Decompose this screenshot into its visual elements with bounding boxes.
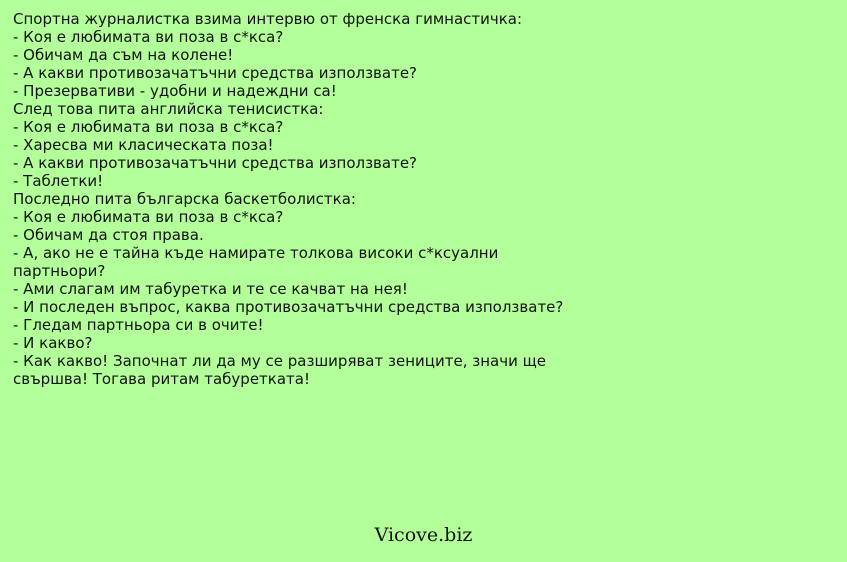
joke-line: - Таблетки!	[13, 172, 104, 190]
joke-line: Последно пита българска баскетболистка:	[13, 190, 356, 208]
joke-text	[13, 10, 573, 388]
joke-line: - Презервативи - удобни и надеждни са!	[13, 82, 337, 100]
joke-line: - Коя е любимата ви поза в с*кса?	[13, 118, 284, 136]
joke-line: - И какво?	[13, 334, 93, 352]
joke-line: - Как какво! Започнат ли да му се разширяват зениците, значи ще свършва! Тогава ритам табуретката!	[13, 352, 546, 388]
joke-line: - А, ако не е тайна къде намирате толкова високи с*ксуални партньори?	[13, 244, 499, 280]
joke-line: - Ами слагам им табуретка и те се качват на нея!	[13, 280, 408, 298]
joke-line: - Обичам да съм на колене!	[13, 46, 234, 64]
joke-line: - Гледам партньора си в очите!	[13, 316, 264, 334]
joke-line: Спортна журналистка взима интервю от френска гимнастичка:	[13, 10, 523, 28]
joke-line: - И последен въпрос, каква противозачатъчни средства използвате?	[13, 298, 564, 316]
joke-line: - Коя е любимата ви поза в с*кса?	[13, 28, 284, 46]
joke-line: След това пита английска тенисистка:	[13, 100, 324, 118]
joke-line: - А какви противозачатъчни средства използвате?	[13, 64, 418, 82]
site-watermark: Vicove.biz	[374, 524, 473, 546]
joke-line: - Коя е любимата ви поза в с*кса?	[13, 208, 284, 226]
joke-line: - А какви противозачатъчни средства използвате?	[13, 154, 418, 172]
joke-line: - Харесва ми класическата поза!	[13, 136, 274, 154]
joke-line: - Обичам да стоя права.	[13, 226, 204, 244]
